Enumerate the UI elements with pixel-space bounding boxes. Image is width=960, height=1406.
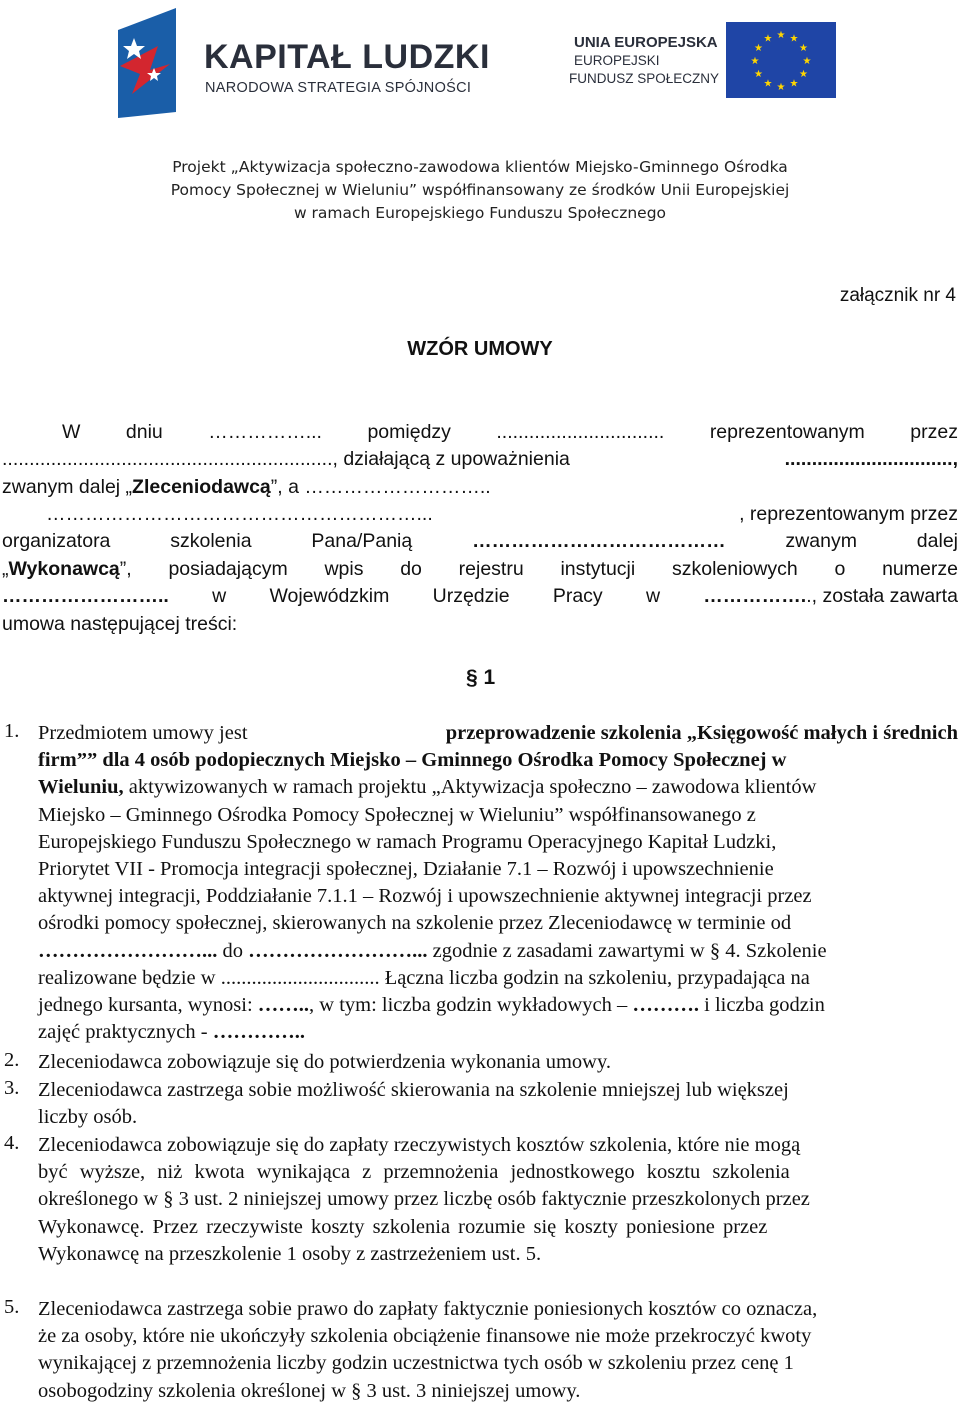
intro-line-5: organizatora szkolenia Pana/Panią ………………………………… zwanym dalej — [2, 530, 958, 552]
svg-text:★: ★ — [802, 56, 812, 67]
project-line-1: Projekt „Aktywizacja społeczno-zawodowa klientów Miejsko-Gminnego Ośrodka — [172, 158, 788, 176]
svg-text:★: ★ — [799, 69, 808, 80]
svg-text:★: ★ — [789, 78, 799, 90]
svg-text:★: ★ — [789, 33, 799, 45]
intro-line-8: umowa następującej treści: — [2, 613, 238, 635]
item-1-paragraph: Przedmiotem umowy jest przeprowadzenie szkolenia „Księgowość małych i średnich firm”” dla 4 osób podopiecznych Miejsko – Gminnego Ośrodka Pomocy Społecznej w Wieluniu, aktywizowanych w ramach projektu „Aktywizacja społeczno – zawodowa klientów Miejsko – Gminnego Ośrodka Pomocy Społecznej w Wieluniu” współfinansowanego z Europejskiego Funduszu Społecznego w ramach Programu Operacyjnego Kapitał Ludzki, Priorytet VII - Promocja integracji społecznej, Działanie 7.1 – Rozwój i upowszechnienie aktywnej integracji, Poddziałanie 7.1.1 – Rozwój i upowszechnienie aktywnej integracji przez ośrodki pomocy społecznej, skierowanych na szkolenie przez Zleceniodawcę w terminie od ……………………... do ……………………... zgodnie z zasadami zawartymi w § 4. Szkolenie realizowane będzie w ............................... Łączna liczba godzin na szkoleniu, przypadająca na jednego kursanta, wynosi: …….., w tym: liczba godzin wykładowych – ………. i liczba godzin zajęć praktycznych - ………….. — [38, 722, 958, 1044]
svg-text:★: ★ — [763, 33, 773, 45]
eu-line-3: FUNDUSZ SPOŁECZNY — [569, 71, 720, 86]
eu-fund-logo — [566, 22, 836, 102]
svg-text:★: ★ — [776, 30, 786, 41]
intro-line-7: …………………….. w Wojewódzkim Urzędzie Pracy w …………….., została zawarta — [2, 585, 958, 607]
project-line-2: Pomocy Społecznej w Wieluniu” współfinansowany ze środków Unii Europejskiej — [170, 181, 790, 199]
svg-text:★: ★ — [754, 69, 763, 80]
intro-line-1: W dniu ……………... pomiędzy ............................... reprezentowanym przez — [62, 421, 958, 443]
eu-line-1: UNIA EUROPEJSKA — [574, 34, 718, 51]
kapital-ludzki-title: KAPITAŁ LUDZKI — [204, 38, 490, 76]
intro-line-3: zwanym dalej „Zleceniodawcą”, a ……………………….. — [2, 476, 491, 498]
svg-text:★: ★ — [750, 56, 760, 67]
document-title: WZÓR UMOWY — [407, 338, 553, 360]
attachment-label: załącznik nr 4 — [839, 285, 956, 306]
item-3-number: 3. — [4, 1077, 20, 1099]
section-heading: § 1 — [466, 666, 496, 689]
item-4-number: 4. — [4, 1132, 20, 1154]
eu-flag-icon — [726, 22, 836, 98]
project-line-3: w ramach Europejskiego Funduszu Społecznego — [293, 204, 667, 222]
kapital-ludzki-emblem-icon — [110, 8, 190, 118]
intro-line-4: …………………………………………………... , reprezentowanym przez — [46, 503, 958, 525]
item-2-number: 2. — [4, 1049, 20, 1071]
item-4-paragraph: Zleceniodawca zobowiązuje się do zapłaty rzeczywistych kosztów szkolenia, które nie mogą być wyższe, niż kwota wynikająca z przemnożenia jednostkowego kosztu szkolenia określonego w § 3 ust. 2 niniejszej umowy przez liczbę osób faktycznie przeszkolonych przez Wykonawcę. Przez rzeczywiste koszty szkolenia rozumie się koszty poniesione przez Wykonawcę na przeszkolenie 1 osoby z zastrzeżeniem ust. 5. — [38, 1134, 810, 1265]
intro-line-2: ............................................................., działającą z upoważnienia ..............................., — [2, 448, 958, 470]
svg-text:★: ★ — [754, 43, 763, 54]
item-3-paragraph: Zleceniodawca zastrzega sobie możliwość skierowania na szkolenie mniejszej lub większej liczby osób. — [38, 1079, 789, 1129]
item-5-paragraph: Zleceniodawca zastrzega sobie prawo do zapłaty faktycznie poniesionych kosztów co oznacza, że za osoby, które nie ukończyły szkolenia obciążenie finansowe nie może przekroczyć kwoty wynikającej z przemnożenia liczby godzin uczestnictwa tych osób w szkoleniu przez cenę 1 osobogodziny szkolenia określonej w § 3 ust. 3 niniejszej umowy. — [38, 1298, 818, 1402]
kapital-ludzki-logo — [110, 8, 490, 118]
intro-line-6: „Wykonawcą”, posiadającym wpis do rejestru instytucji szkoleniowych o numerze — [2, 558, 958, 580]
svg-text:★: ★ — [776, 82, 786, 93]
kapital-ludzki-subtitle: NARODOWA STRATEGIA SPÓJNOŚCI — [205, 80, 472, 96]
item-5-number: 5. — [4, 1296, 20, 1318]
item-2-paragraph: Zleceniodawca zobowiązuje się do potwierdzenia wykonania umowy. — [38, 1051, 612, 1073]
item-1-number: 1. — [4, 720, 20, 742]
svg-text:★: ★ — [763, 78, 773, 90]
eu-line-2: EUROPEJSKI — [574, 53, 660, 68]
svg-text:★: ★ — [799, 43, 808, 54]
project-header — [0, 156, 960, 225]
